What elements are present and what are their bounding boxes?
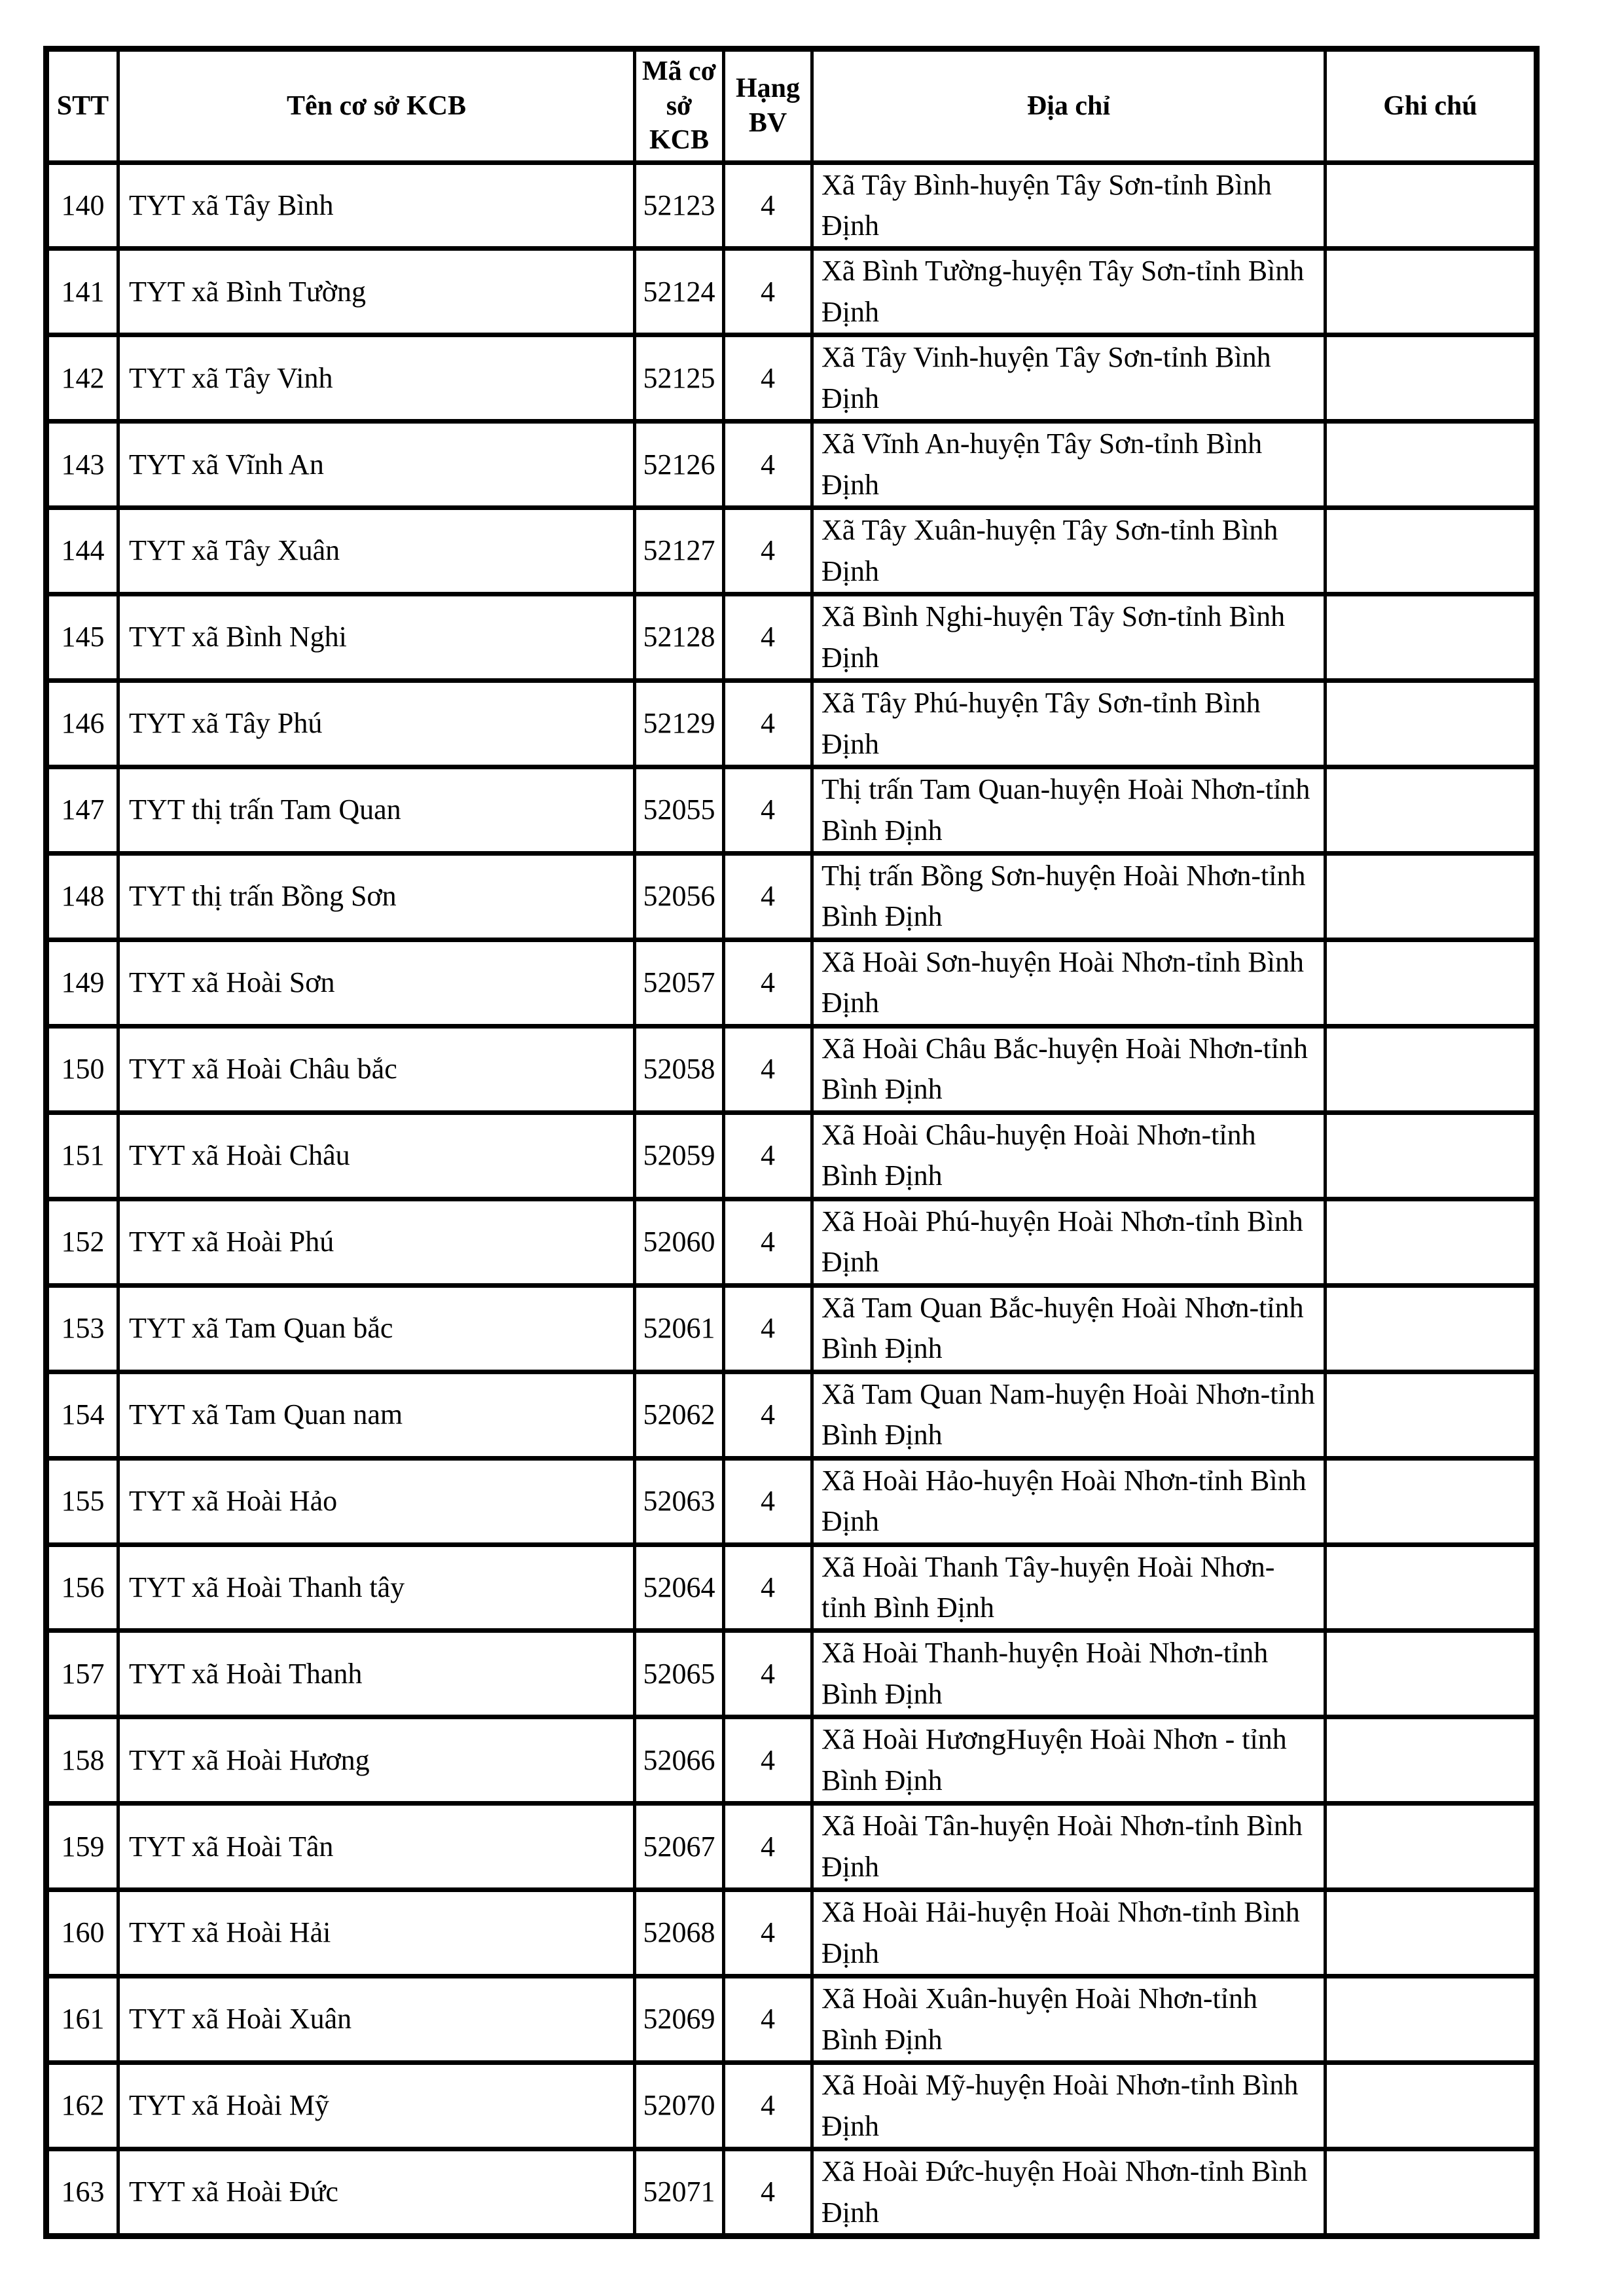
cell-stt: 151 (46, 1112, 118, 1199)
cell-stt: 153 (46, 1285, 118, 1372)
cell-rank: 4 (724, 162, 812, 249)
table-row (46, 2149, 1537, 2236)
cell-code: 52127 (635, 508, 724, 594)
cell-rank: 4 (724, 1631, 812, 1717)
cell-facility-name: TYT xã Hoài Hải (118, 1890, 635, 1977)
cell-facility-name: TYT xã Hoài Phú (118, 1199, 635, 1285)
table-row (46, 939, 1537, 1026)
cell-address: Xã Tây Vinh-huyện Tây Sơn-tỉnh Bình Định (812, 335, 1326, 422)
cell-stt: 155 (46, 1458, 118, 1544)
table-row (46, 422, 1537, 508)
table-row (46, 508, 1537, 594)
cell-code: 52064 (635, 1544, 724, 1631)
cell-facility-name: TYT xã Hoài Hương (118, 1717, 635, 1804)
cell-stt: 145 (46, 594, 118, 681)
cell-rank: 4 (724, 1544, 812, 1631)
table-header (46, 49, 1537, 163)
cell-rank: 4 (724, 1804, 812, 1890)
cell-note (1326, 1372, 1537, 1458)
table-row (46, 1458, 1537, 1544)
cell-note (1326, 1285, 1537, 1372)
cell-rank: 4 (724, 335, 812, 422)
cell-rank: 4 (724, 422, 812, 508)
table-row (46, 2063, 1537, 2149)
cell-stt: 161 (46, 1977, 118, 2063)
cell-facility-name: TYT xã Hoài Thanh tây (118, 1544, 635, 1631)
cell-note (1326, 939, 1537, 1026)
cell-facility-name: TYT xã Hoài Xuân (118, 1977, 635, 2063)
cell-facility-name: TYT xã Hoài Đức (118, 2149, 635, 2236)
cell-address: Xã Tam Quan Nam-huyện Hoài Nhơn-tỉnh Bình Định (812, 1372, 1326, 1458)
cell-address: Xã Hoài Tân-huyện Hoài Nhơn-tỉnh Bình Định (812, 1804, 1326, 1890)
cell-stt: 156 (46, 1544, 118, 1631)
cell-stt: 160 (46, 1890, 118, 1977)
cell-code: 52063 (635, 1458, 724, 1544)
cell-code: 52061 (635, 1285, 724, 1372)
cell-address: Xã Hoài Hảo-huyện Hoài Nhơn-tỉnh Bình Định (812, 1458, 1326, 1544)
cell-stt: 147 (46, 767, 118, 854)
cell-facility-name: TYT xã Tam Quan nam (118, 1372, 635, 1458)
cell-note (1326, 335, 1537, 422)
cell-facility-name: TYT xã Hoài Châu bắc (118, 1026, 635, 1112)
cell-address: Xã Hoài Châu Bắc-huyện Hoài Nhơn-tỉnh Bình Định (812, 1026, 1326, 1112)
cell-rank: 4 (724, 939, 812, 1026)
cell-stt: 158 (46, 1717, 118, 1804)
cell-address: Xã Tây Phú-huyện Tây Sơn-tỉnh Bình Định (812, 681, 1326, 767)
cell-facility-name: TYT thị trấn Bồng Sơn (118, 854, 635, 940)
cell-rank: 4 (724, 681, 812, 767)
cell-stt: 143 (46, 422, 118, 508)
cell-note (1326, 249, 1537, 335)
facility-table (43, 46, 1540, 2239)
cell-address: Xã Bình Tường-huyện Tây Sơn-tỉnh Bình Định (812, 249, 1326, 335)
cell-code: 52059 (635, 1112, 724, 1199)
cell-rank: 4 (724, 508, 812, 594)
cell-note (1326, 2149, 1537, 2236)
header-note: Ghi chú (1326, 49, 1537, 163)
cell-address: Xã Hoài Sơn-huyện Hoài Nhơn-tỉnh Bình Định (812, 939, 1326, 1026)
cell-note (1326, 2063, 1537, 2149)
cell-address: Xã Hoài Đức-huyện Hoài Nhơn-tỉnh Bình Định (812, 2149, 1326, 2236)
table-row (46, 249, 1537, 335)
cell-rank: 4 (724, 854, 812, 940)
cell-address: Xã Tam Quan Bắc-huyện Hoài Nhơn-tỉnh Bình Định (812, 1285, 1326, 1372)
cell-address: Xã Hoài Châu-huyện Hoài Nhơn-tỉnh Bình Định (812, 1112, 1326, 1199)
cell-facility-name: TYT xã Bình Tường (118, 249, 635, 335)
cell-facility-name: TYT xã Hoài Mỹ (118, 2063, 635, 2149)
cell-stt: 159 (46, 1804, 118, 1890)
header-name: Tên cơ sở KCB (118, 49, 635, 163)
cell-code: 52129 (635, 681, 724, 767)
cell-code: 52056 (635, 854, 724, 940)
cell-facility-name: TYT xã Tây Xuân (118, 508, 635, 594)
cell-code: 52057 (635, 939, 724, 1026)
cell-rank: 4 (724, 1717, 812, 1804)
header-stt: STT (46, 49, 118, 163)
table-row (46, 767, 1537, 854)
cell-facility-name: TYT xã Vĩnh An (118, 422, 635, 508)
cell-code: 52126 (635, 422, 724, 508)
cell-note (1326, 1977, 1537, 2063)
cell-note (1326, 854, 1537, 940)
cell-stt: 141 (46, 249, 118, 335)
cell-facility-name: TYT thị trấn Tam Quan (118, 767, 635, 854)
cell-note (1326, 1112, 1537, 1199)
cell-code: 52060 (635, 1199, 724, 1285)
table-row (46, 162, 1537, 249)
cell-stt: 148 (46, 854, 118, 940)
cell-note (1326, 1631, 1537, 1717)
table-row (46, 335, 1537, 422)
cell-facility-name: TYT xã Hoài Thanh (118, 1631, 635, 1717)
table-row (46, 1890, 1537, 1977)
cell-address: Xã Vĩnh An-huyện Tây Sơn-tỉnh Bình Định (812, 422, 1326, 508)
cell-address: Xã Hoài Thanh-huyện Hoài Nhơn-tỉnh Bình Định (812, 1631, 1326, 1717)
cell-stt: 162 (46, 2063, 118, 2149)
cell-rank: 4 (724, 1372, 812, 1458)
cell-rank: 4 (724, 2149, 812, 2236)
cell-code: 52068 (635, 1890, 724, 1977)
table-body (46, 162, 1537, 2236)
cell-stt: 152 (46, 1199, 118, 1285)
cell-rank: 4 (724, 767, 812, 854)
cell-stt: 150 (46, 1026, 118, 1112)
table-row (46, 1544, 1537, 1631)
cell-note (1326, 1804, 1537, 1890)
cell-rank: 4 (724, 1458, 812, 1544)
cell-rank: 4 (724, 1285, 812, 1372)
cell-stt: 140 (46, 162, 118, 249)
table-row (46, 1804, 1537, 1890)
cell-code: 52069 (635, 1977, 724, 2063)
table-row (46, 1717, 1537, 1804)
header-code: Mã cơ sở KCB (635, 49, 724, 163)
cell-address: Xã Hoài HươngHuyện Hoài Nhơn - tỉnh Bình Định (812, 1717, 1326, 1804)
cell-code: 52125 (635, 335, 724, 422)
cell-stt: 142 (46, 335, 118, 422)
cell-code: 52065 (635, 1631, 724, 1717)
cell-stt: 157 (46, 1631, 118, 1717)
cell-facility-name: TYT xã Tam Quan bắc (118, 1285, 635, 1372)
cell-code: 52062 (635, 1372, 724, 1458)
cell-note (1326, 1458, 1537, 1544)
cell-code: 52055 (635, 767, 724, 854)
cell-rank: 4 (724, 2063, 812, 2149)
table-row (46, 1631, 1537, 1717)
cell-note (1326, 1026, 1537, 1112)
cell-code: 52071 (635, 2149, 724, 2236)
cell-note (1326, 422, 1537, 508)
table-row (46, 681, 1537, 767)
table-row (46, 1199, 1537, 1285)
cell-address: Thị trấn Tam Quan-huyện Hoài Nhơn-tỉnh Bình Định (812, 767, 1326, 854)
header-address: Địa chỉ (812, 49, 1326, 163)
cell-code: 52066 (635, 1717, 724, 1804)
header-rank: Hạng BV (724, 49, 812, 163)
cell-facility-name: TYT xã Hoài Hảo (118, 1458, 635, 1544)
cell-note (1326, 594, 1537, 681)
cell-note (1326, 681, 1537, 767)
cell-code: 52058 (635, 1026, 724, 1112)
cell-note (1326, 1544, 1537, 1631)
cell-address: Xã Hoài Thanh Tây-huyện Hoài Nhơn-tỉnh Bình Định (812, 1544, 1326, 1631)
cell-stt: 163 (46, 2149, 118, 2236)
cell-rank: 4 (724, 594, 812, 681)
cell-address: Xã Hoài Mỹ-huyện Hoài Nhơn-tỉnh Bình Định (812, 2063, 1326, 2149)
cell-stt: 154 (46, 1372, 118, 1458)
cell-stt: 149 (46, 939, 118, 1026)
table-row (46, 1026, 1537, 1112)
cell-code: 52128 (635, 594, 724, 681)
cell-facility-name: TYT xã Tây Bình (118, 162, 635, 249)
cell-rank: 4 (724, 1977, 812, 2063)
cell-code: 52123 (635, 162, 724, 249)
cell-facility-name: TYT xã Tây Vinh (118, 335, 635, 422)
cell-facility-name: TYT xã Tây Phú (118, 681, 635, 767)
cell-address: Xã Hoài Xuân-huyện Hoài Nhơn-tỉnh Bình Định (812, 1977, 1326, 2063)
cell-code: 52067 (635, 1804, 724, 1890)
cell-stt: 144 (46, 508, 118, 594)
cell-facility-name: TYT xã Hoài Sơn (118, 939, 635, 1026)
cell-note (1326, 162, 1537, 249)
cell-rank: 4 (724, 1890, 812, 1977)
cell-address: Xã Hoài Phú-huyện Hoài Nhơn-tỉnh Bình Định (812, 1199, 1326, 1285)
cell-rank: 4 (724, 1112, 812, 1199)
cell-code: 52124 (635, 249, 724, 335)
cell-stt: 146 (46, 681, 118, 767)
cell-address: Xã Tây Bình-huyện Tây Sơn-tỉnh Bình Định (812, 162, 1326, 249)
cell-note (1326, 1717, 1537, 1804)
table-row (46, 854, 1537, 940)
cell-address: Xã Bình Nghi-huyện Tây Sơn-tỉnh Bình Định (812, 594, 1326, 681)
cell-address: Thị trấn Bồng Sơn-huyện Hoài Nhơn-tỉnh Bình Định (812, 854, 1326, 940)
cell-rank: 4 (724, 1199, 812, 1285)
table-row (46, 1285, 1537, 1372)
table-row (46, 1372, 1537, 1458)
cell-note (1326, 767, 1537, 854)
cell-address: Xã Tây Xuân-huyện Tây Sơn-tỉnh Bình Định (812, 508, 1326, 594)
table-row (46, 594, 1537, 681)
cell-rank: 4 (724, 1026, 812, 1112)
header-row (46, 49, 1537, 163)
cell-facility-name: TYT xã Hoài Tân (118, 1804, 635, 1890)
cell-note (1326, 1199, 1537, 1285)
cell-code: 52070 (635, 2063, 724, 2149)
cell-facility-name: TYT xã Hoài Châu (118, 1112, 635, 1199)
cell-address: Xã Hoài Hải-huyện Hoài Nhơn-tỉnh Bình Định (812, 1890, 1326, 1977)
table-row (46, 1977, 1537, 2063)
cell-note (1326, 508, 1537, 594)
table-row (46, 1112, 1537, 1199)
cell-note (1326, 1890, 1537, 1977)
cell-rank: 4 (724, 249, 812, 335)
cell-facility-name: TYT xã Bình Nghi (118, 594, 635, 681)
